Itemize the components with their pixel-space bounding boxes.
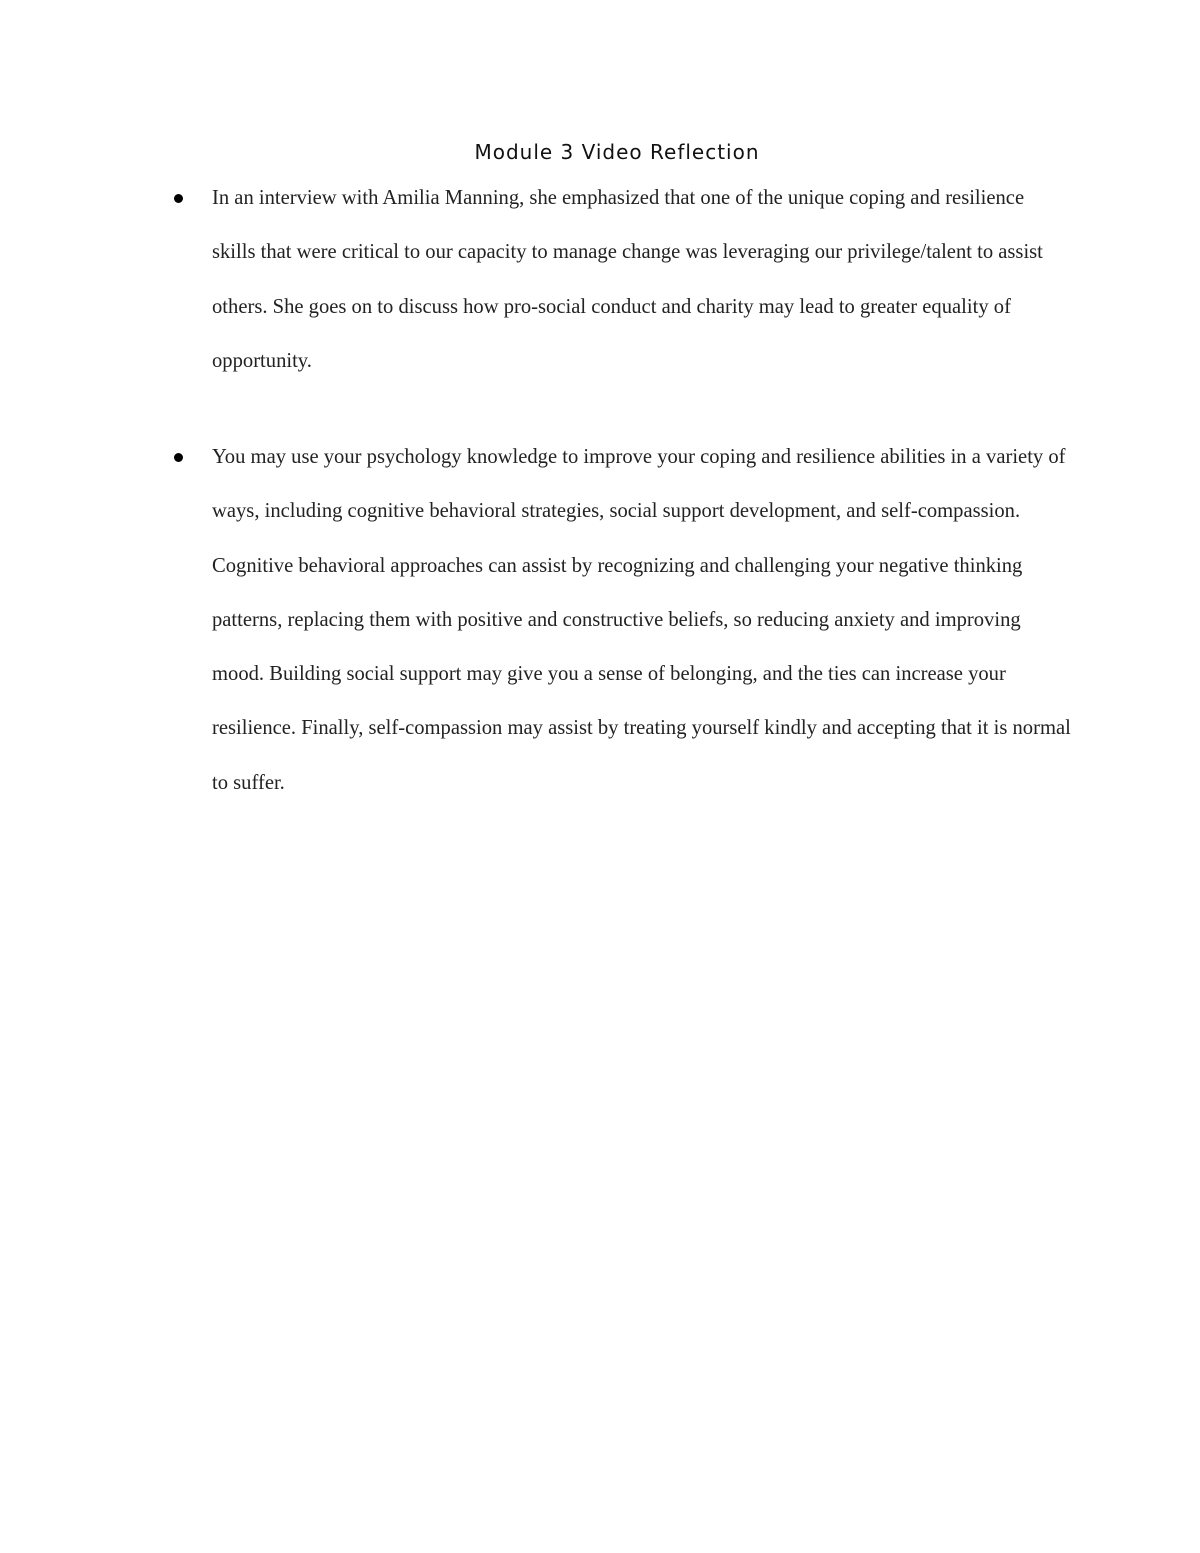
bullet-text: You may use your psychology knowledge to improve your coping and resilience abilities in a variety of ways, including cognitive behavioral strategies, social support development, and self-compassion. Cognitive behavioral approaches can assist by recognizing and challenging your negative thinking patterns, replacing them with positive and constructive beliefs, so reducing anxiety and improving mood. Building social support may give you a sense of belonging, and the ties can increase your resilience. Finally, self-compassion may assist by treating yourself kindly and accepting that it is normal to suffer. [212,446,1071,794]
bullet-text: In an interview with Amilia Manning, she emphasized that one of the unique coping and resilience skills that were critical to our capacity to manage change was leveraging our privilege/talent to assist others. She goes on to discuss how pro-social conduct and charity may lead to greater equality of opportunity. [212,187,1043,372]
bullet-dot-icon [174,453,183,462]
bullet-item-2 [212,430,1072,810]
document-title: Module 3 Video Reflection [474,140,760,164]
bullet-dot-icon [174,194,183,203]
bullet-item-1 [212,171,1072,388]
